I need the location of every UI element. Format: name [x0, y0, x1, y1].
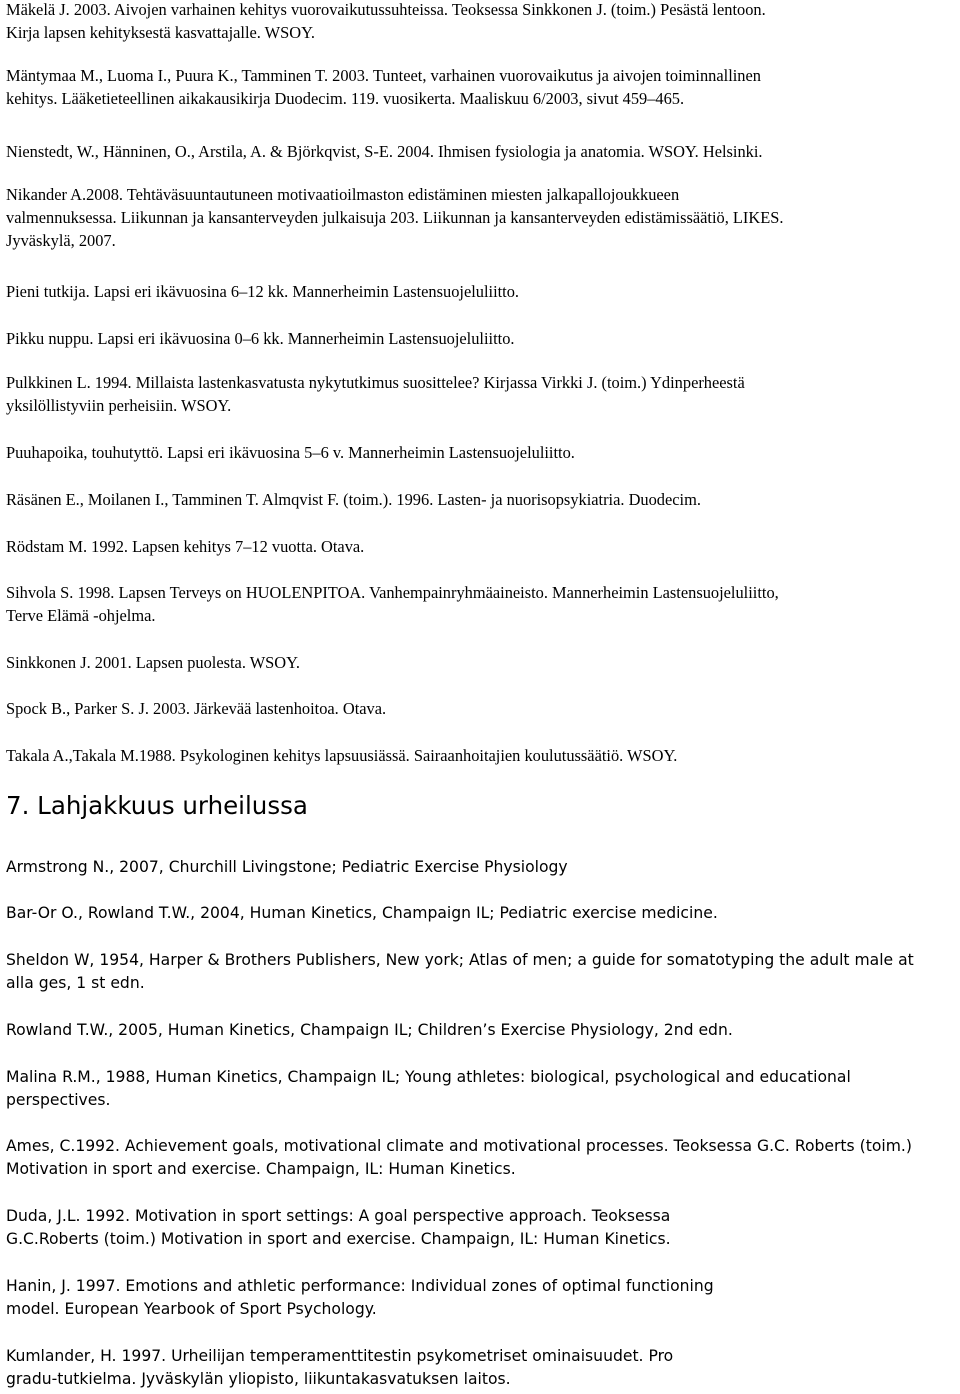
reference-entry: Duda, J.L. 1992. Motivation in sport settings: A goal perspective approach. Teoksessa G.C.Roberts (toim.) Motivation in sport and exercise. Champaign, IL: Human Kinetics. [6, 1207, 671, 1248]
reference-entry: Takala A.,Takala M.1988. Psykologinen kehitys lapsuusiässä. Sairaanhoitajien koulutussäätiö. WSOY. [6, 746, 678, 765]
reference-entry: Sinkkonen J. 2001. Lapsen puolesta. WSOY. [6, 653, 300, 672]
reference-entry: Pikku nuppu. Lapsi eri ikävuosina 0–6 kk. Mannerheimin Lastensuojeluliitto. [6, 329, 515, 348]
reference-entry: Puuhapoika, touhutyttö. Lapsi eri ikävuosina 5–6 v. Mannerheimin Lastensuojeluliitto. [6, 443, 575, 462]
reference-entry: Räsänen E., Moilanen I., Tamminen T. Almqvist F. (toim.). 1996. Lasten- ja nuorisopsykiatria. Duodecim. [6, 490, 701, 509]
reference-entry: Rödstam M. 1992. Lapsen kehitys 7–12 vuotta. Otava. [6, 537, 365, 556]
reference-entry: Hanin, J. 1997. Emotions and athletic performance: Individual zones of optimal functioning model. European Yearbook of Sport Psychology. [6, 1277, 714, 1318]
reference-entry: Nienstedt, W., Hänninen, O., Arstila, A. & Björkqvist, S-E. 2004. Ihmisen fysiologia ja anatomia. WSOY. Helsinki. [6, 142, 763, 161]
reference-entry: Sihvola S. 1998. Lapsen Terveys on HUOLENPITOA. Vanhempainryhmäaineisto. Mannerheimin Lastensuojeluliitto, Terve Elämä -ohjelma. [6, 583, 779, 625]
reference-entry: Bar-Or O., Rowland T.W., 2004, Human Kinetics, Champaign IL; Pediatric exercise medicine. [6, 904, 718, 922]
reference-entry: Mäkelä J. 2003. Aivojen varhainen kehitys vuorovaikutussuhteissa. Teoksessa Sinkkonen J. (toim.) Pesästä lentoon. Kirja lapsen kehityksestä kasvattajalle. WSOY. [6, 0, 766, 42]
reference-entry: Mäntymaa M., Luoma I., Puura K., Tamminen T. 2003. Tunteet, varhainen vuorovaikutus ja aivojen toiminnallinen kehitys. Lääketieteellinen aikakausikirja Duodecim. 119. vuosikerta. Maaliskuu 6/2003, sivut 459–465. [6, 66, 761, 108]
reference-entry: Kumlander, H. 1997. Urheilijan temperamenttitestin psykometriset ominaisuudet. Pro gradu-tutkielma. Jyväskylän yliopisto, liikuntakasvatuksen laitos. [6, 1347, 674, 1388]
reference-entry: Pulkkinen L. 1994. Millaista lastenkasvatusta nykytutkimus suosittelee? Kirjassa Virkki J. (toim.) Ydinperheestä yksilöllistyviin perheisiin. WSOY. [6, 373, 745, 415]
reference-entry: Pieni tutkija. Lapsi eri ikävuosina 6–12 kk. Mannerheimin Lastensuojeluliitto. [6, 282, 520, 301]
section-heading: 7. Lahjakkuus urheilussa [6, 791, 308, 820]
reference-entry: Spock B., Parker S. J. 2003. Järkevää lastenhoitoa. Otava. [6, 699, 387, 718]
reference-entry: Malina R.M., 1988, Human Kinetics, Champaign IL; Young athletes: biological, psychological and educational perspectives. [6, 1068, 851, 1109]
reference-entry: Nikander A.2008. Tehtäväsuuntautuneen motivaatioilmaston edistäminen miesten jalkapallojoukkueen valmennuksessa. Liikunnan ja kansanterveyden julkaisuja 203. Liikunnan ja kansanterveyden edistämissäätiö, LIKES. Jyväskylä, 2007. [6, 185, 784, 250]
reference-entry: Rowland T.W., 2005, Human Kinetics, Champaign IL; Children’s Exercise Physiology, 2nd edn. [6, 1021, 733, 1039]
reference-entry: Sheldon W, 1954, Harper & Brothers Publishers, New york; Atlas of men; a guide for somatotyping the adult male at alla ges, 1 st edn. [6, 951, 914, 992]
reference-entry: Ames, C.1992. Achievement goals, motivational climate and motivational processes. Teoksessa G.C. Roberts (toim.) Motivation in sport and exercise. Champaign, IL: Human Kinetics. [6, 1137, 912, 1178]
reference-entry: Armstrong N., 2007, Churchill Livingstone; Pediatric Exercise Physiology [6, 858, 568, 876]
